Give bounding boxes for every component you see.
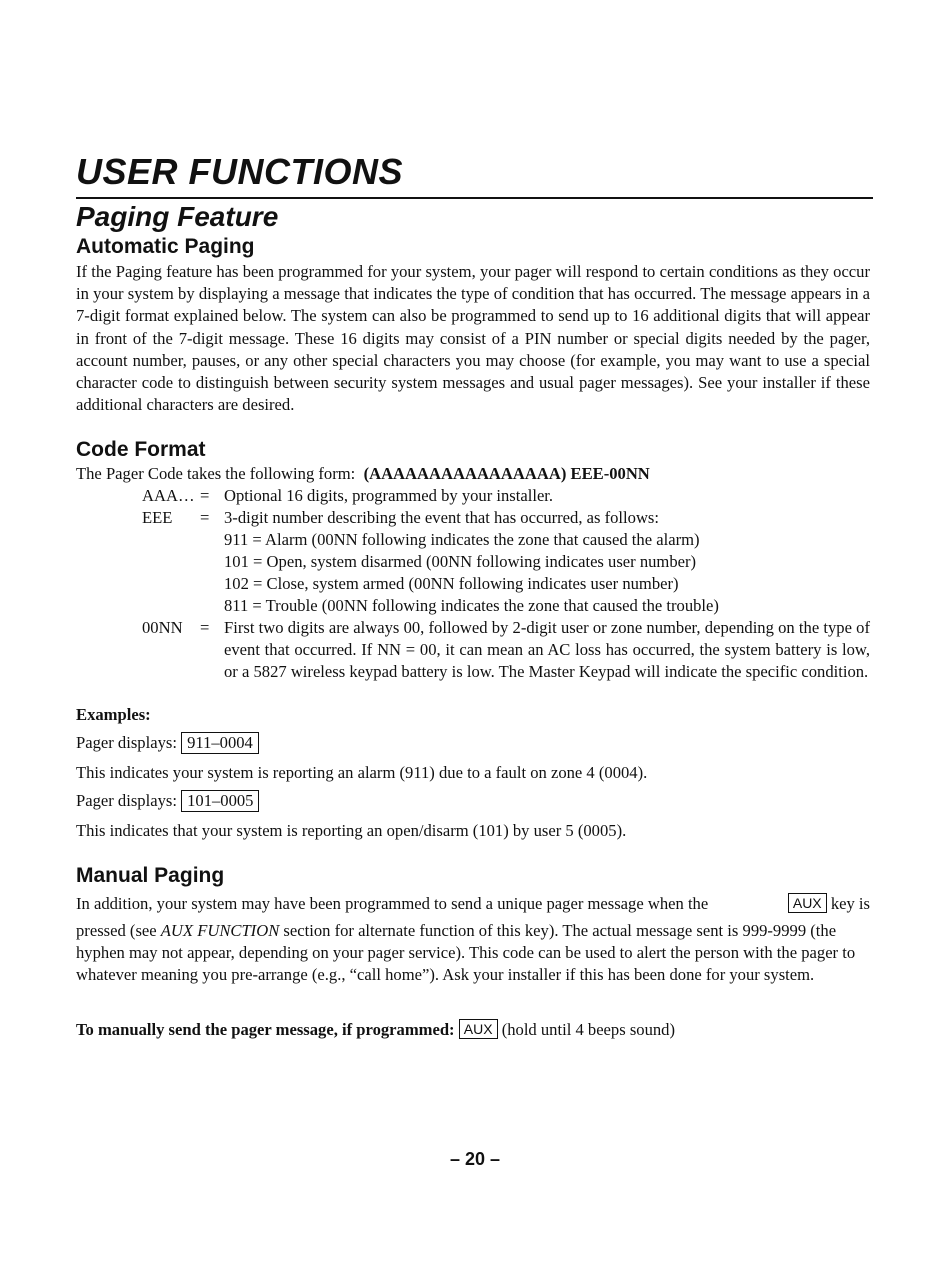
code-format-intro-line <box>76 463 650 485</box>
code-format-heading: Code Format <box>76 438 206 461</box>
event-item: 101 = Open, system disarmed (00NN following indicates user number) <box>224 552 697 571</box>
definition-00nn: First two digits are always 00, followed by 2-digit user or zone number, depending on the type of event that occurred. If NN = 00, it can mean an AC loss has occurred, the system battery is low, or a 5827 wireless keypad battery is low. The Master Keypad will indicate the specific condition. <box>224 618 870 682</box>
term-eee: EEE <box>142 508 173 527</box>
event-item: 102 = Close, system armed (00NN following indicates user number) <box>224 574 679 593</box>
pager-displays-label: Pager displays: <box>76 791 177 810</box>
manual-paging-text: key is <box>830 894 870 913</box>
manual-paging-text: section for alternate function of this key). The actual message sent is 999-9999 (the hyphen may not appear, depending on your pager service). This code can be used to alert the person with the pager to whatever meaning you pre-arrange (e.g., “call home”). Ask your installer if this has been done for your system. <box>76 921 856 985</box>
manual-paging-heading: Manual Paging <box>76 864 225 887</box>
code-format-intro: The Pager Code takes the following form: <box>76 464 356 483</box>
definition-eee: 3-digit number describing the event that has occurred, as follows: <box>224 508 660 527</box>
chapter-title: USER FUNCTIONS <box>76 151 404 192</box>
equals-eee: = <box>200 508 210 527</box>
examples-heading: Examples: <box>76 705 151 724</box>
manual-paging-text: In addition, your system may have been programmed to send a unique pager message when the <box>76 894 709 913</box>
section-title: Paging Feature <box>76 201 279 232</box>
instruction-tail: (hold until 4 beeps sound) <box>501 1020 675 1039</box>
page-number: – 20 – <box>449 1149 501 1169</box>
title-rule <box>76 197 873 199</box>
example-2-explanation: This indicates that your system is reporting an open/disarm (101) by user 5 (0005). <box>76 821 627 840</box>
event-item: 811 = Trouble (00NN following indicates the zone that caused the trouble) <box>224 596 719 615</box>
example-1-explanation: This indicates your system is reporting an alarm (911) due to a fault on zone 4 (0004). <box>76 763 648 782</box>
equals-aaa: = <box>200 486 210 505</box>
manual-paging-body <box>76 920 870 987</box>
aux-function-reference: AUX FUNCTION <box>160 921 280 940</box>
pager-code-box: 101–0005 <box>181 790 259 812</box>
manual-send-instruction <box>76 1019 675 1041</box>
code-format-form: (AAAAAAAAAAAAAAAA) EEE-00NN <box>363 464 650 483</box>
definition-aaa: Optional 16 digits, programmed by your installer. <box>224 486 554 505</box>
instruction-label: To manually send the pager message, if programmed: <box>76 1020 455 1039</box>
automatic-paging-heading: Automatic Paging <box>76 235 255 258</box>
manual-paging-first-line <box>76 893 870 915</box>
term-00nn: 00NN <box>142 618 183 637</box>
example-1-display <box>76 732 259 754</box>
aux-key: AUX <box>459 1019 498 1039</box>
event-item: 911 = Alarm (00NN following indicates the zone that caused the alarm) <box>224 530 700 549</box>
term-aaa: AAA… <box>142 486 195 505</box>
pager-code-box: 911–0004 <box>181 732 259 754</box>
automatic-paging-body: If the Paging feature has been programmed for your system, your pager will respond to certain conditions as they occur in your system by displaying a message that indicates the type of condition that has occurred. The message appears in a 7-digit format explained below. The system can also be programmed to send up to 16 additional digits that will appear in front of the 7-digit message. These 16 digits may consist of a PIN number or special digits needed by the pager, account number, pauses, or any other special characters you may choose (for example, you may want to use a special character code to distinguish between security system messages and usual pager messages). See your installer if these additional characters are desired. <box>76 262 870 415</box>
example-2-display <box>76 790 259 812</box>
pager-displays-label: Pager displays: <box>76 733 177 752</box>
aux-key: AUX <box>788 893 827 913</box>
aux-key-inline-group <box>788 893 870 915</box>
manual-paging-text: pressed (see <box>76 921 157 940</box>
equals-00nn: = <box>200 618 210 637</box>
